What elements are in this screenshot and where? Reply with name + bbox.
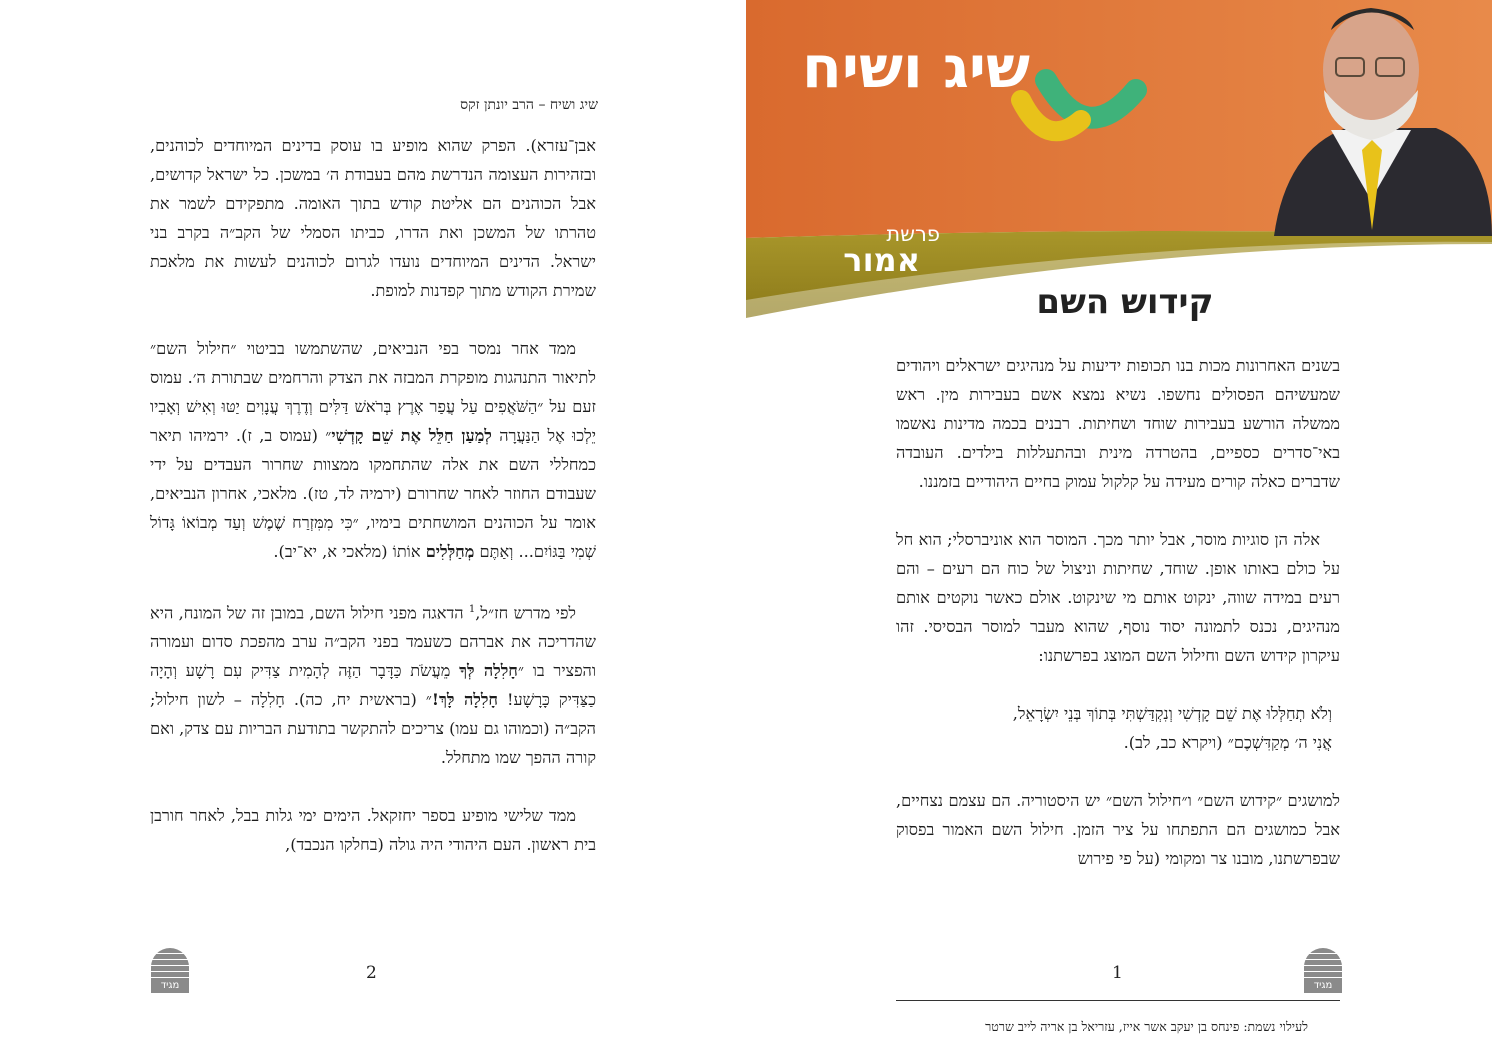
page-title: קידוש השם <box>1036 282 1214 322</box>
dedication-footer: לעילוי נשמת: פינחס בן יעקב אשר אייז, עזריאל בן אריה לייב שרטר <box>985 1019 1308 1034</box>
parasha-name: אמור <box>843 241 920 279</box>
logo-text: מגיד <box>1304 978 1342 993</box>
logo-title: שיג ושיח <box>802 33 1030 101</box>
paragraph: לפי מדרש חז״ל,$^1$ הדאגה מפני חילול השם, במובן זה של המונח, היא שהדריכה את אברהם כשעמד בפני הקב״ה ערב מהפכת סדום ועמורה והפציר בו ״חָלִלָה לְּךָ מֵעֲשֹׂת כַּדָּבָר הַזֶּה לְהָמִית צַדִּיק עִם רָשָׁע וְהָיָה כַצַּדִּיק כָּרָשָׁע! חָלִלָה לָּךְ!״ (בראשית יח, כה). חָלִלָה – לשון חילול; הקב״ה (וכמוהו גם עמו) צריכים להתקשר בתודעת הבריות עם צדק, ואם קורה ההפך שמו מתחלל. <box>150 603 597 768</box>
footer-divider <box>896 1000 1340 1001</box>
parasha-label: פרשת <box>886 222 940 246</box>
paragraph: אלה הן סוגיות מוסר, אבל יותר מכך. המוסר הוא אוניברסלי; הוא חל על כולם באותו אופן. שוחד, שחיתות וניצול של כוח הם רעים – והם רעים במידה שווה, ינקוט אותם מי שינקוט. אולם כאשר נוקטים אותם מנהיגים, נכנס לתמונה יסוד נוסף, שהוא מעבר למוסר הבסיסי. זהו עיקרון קידוש השם וחילול השם המוצג בפרשתנו: <box>896 530 1340 665</box>
publisher-logo <box>151 948 189 992</box>
logo-text: מגיד <box>151 978 189 993</box>
page-number: 2 <box>366 963 377 983</box>
running-head: שיג ושיח – הרב יונתן זקס <box>460 97 598 113</box>
dome-icon <box>151 948 189 978</box>
paragraph: בשנים האחרונות מכות בנו תכופות ידיעות על מנהיגים ישראלים ויהודים שמעשיהם הפסולים נחשפו. נשיא נמצא אשם בעבירות מין. ראש ממשלה הורשע בעבירות שוחד ושחיתות. רבנים בכמה מדינות נאשמו באי־סדרים כספיים, בהטרדה מינית ובהתעללות בילדים. העובדה שדברים כאלה קורים מעידה על קלקול עמוק בחיים היהודיים בזמננו. <box>896 356 1340 491</box>
paragraph: ממד שלישי מופיע בספר יחזקאל. הימים ימי גלות בבל, לאחר חורבן בית ראשון. העם היהודי היה גולה (בחלקו הנכבד), <box>150 806 596 855</box>
paragraph: ממד אחר נמסר בפי הנביאים, שהשתמשו בביטוי ״חילול השם״ לתיאור התנהגות מופקרת המבזה את הצדק והרחמים שבתורת ה׳. עמוס זעם על ״הַשֹּׁאֲפִים עַל עֲפַר אֶרֶץ בְּרֹאשׁ דַּלִּים וְדֶרֶךְ עֲנָוִים יַטּוּ וְאִישׁ וְאָבִיו יֵלְכוּ אֶל הַנַּעֲרָה לְמַעַן חַלֵּל אֶת שֵׁם קָדְשִׁי״ (עמוס ב, ז). ירמיהו תיאר כמחללי השם את אלה שהתחמקו ממצוות שחרור העבדים על ידי שעבודם החוזר לאחר שחרורם (ירמיה לד, טז). מלאכי, אחרון הנביאים, אומר על הכוהנים המושחתים בימיו, ״כִּי מִמִּזְרַח שֶׁמֶשׁ וְעַד מְבוֹאוֹ גָּדוֹל שְׁמִי בַּגּוֹיִם... וְאַתֶּם מְחַלְּלִים אוֹתוֹ (מלאכי א, יא־יב). <box>150 339 597 561</box>
scripture-quote: וְלֹא תְחַלְּלוּ אֶת שֵׁם קָדְשִׁי וְנִקְדַּשְׁתִּי בְּתוֹךְ בְּנֵי יִשְׂרָאֵל, אֲנִי ה׳ מְקַדִּשְׁכֶם״ (ויקרא כב, לב). <box>1012 704 1332 752</box>
paragraph: אבן־עזרא). הפרק שהוא מופיע בו עוסק בדינים המיוחדים לכוהנים, ובזהירות העצומה הנדרשת מהם בעבודת ה׳ במשכן. כל ישראל קדושים, אבל הכוהנים הם אליטת קודש בתוך האומה. מתפקידם לשמר את טהרתו של המשכן ואת הדרו, כביתו הסמלי של הקב״ה בקרב בני ישראל. הדינים המיוחדים נועדו לגרום לכוהנים לעשות את מלאכת שמירת הקודש מתוך קפדנות למופת. <box>150 136 596 300</box>
footnote-marker[interactable]: 1 <box>468 604 476 615</box>
right-page-body <box>896 351 1340 873</box>
publisher-logo <box>1304 948 1342 992</box>
paragraph: למושגים ״קידוש השם״ ו״חילול השם״ יש היסטוריה. הם עצמם נצחיים, אבל כמושגים הם התפתחו על ציר הזמן. חילול השם האמור בפסוק שבפרשתנו, מובנו צר ומקומי (על פי פירוש <box>896 791 1340 868</box>
left-page-body <box>150 131 596 859</box>
page-number: 1 <box>1112 963 1123 983</box>
dome-icon <box>1304 948 1342 978</box>
